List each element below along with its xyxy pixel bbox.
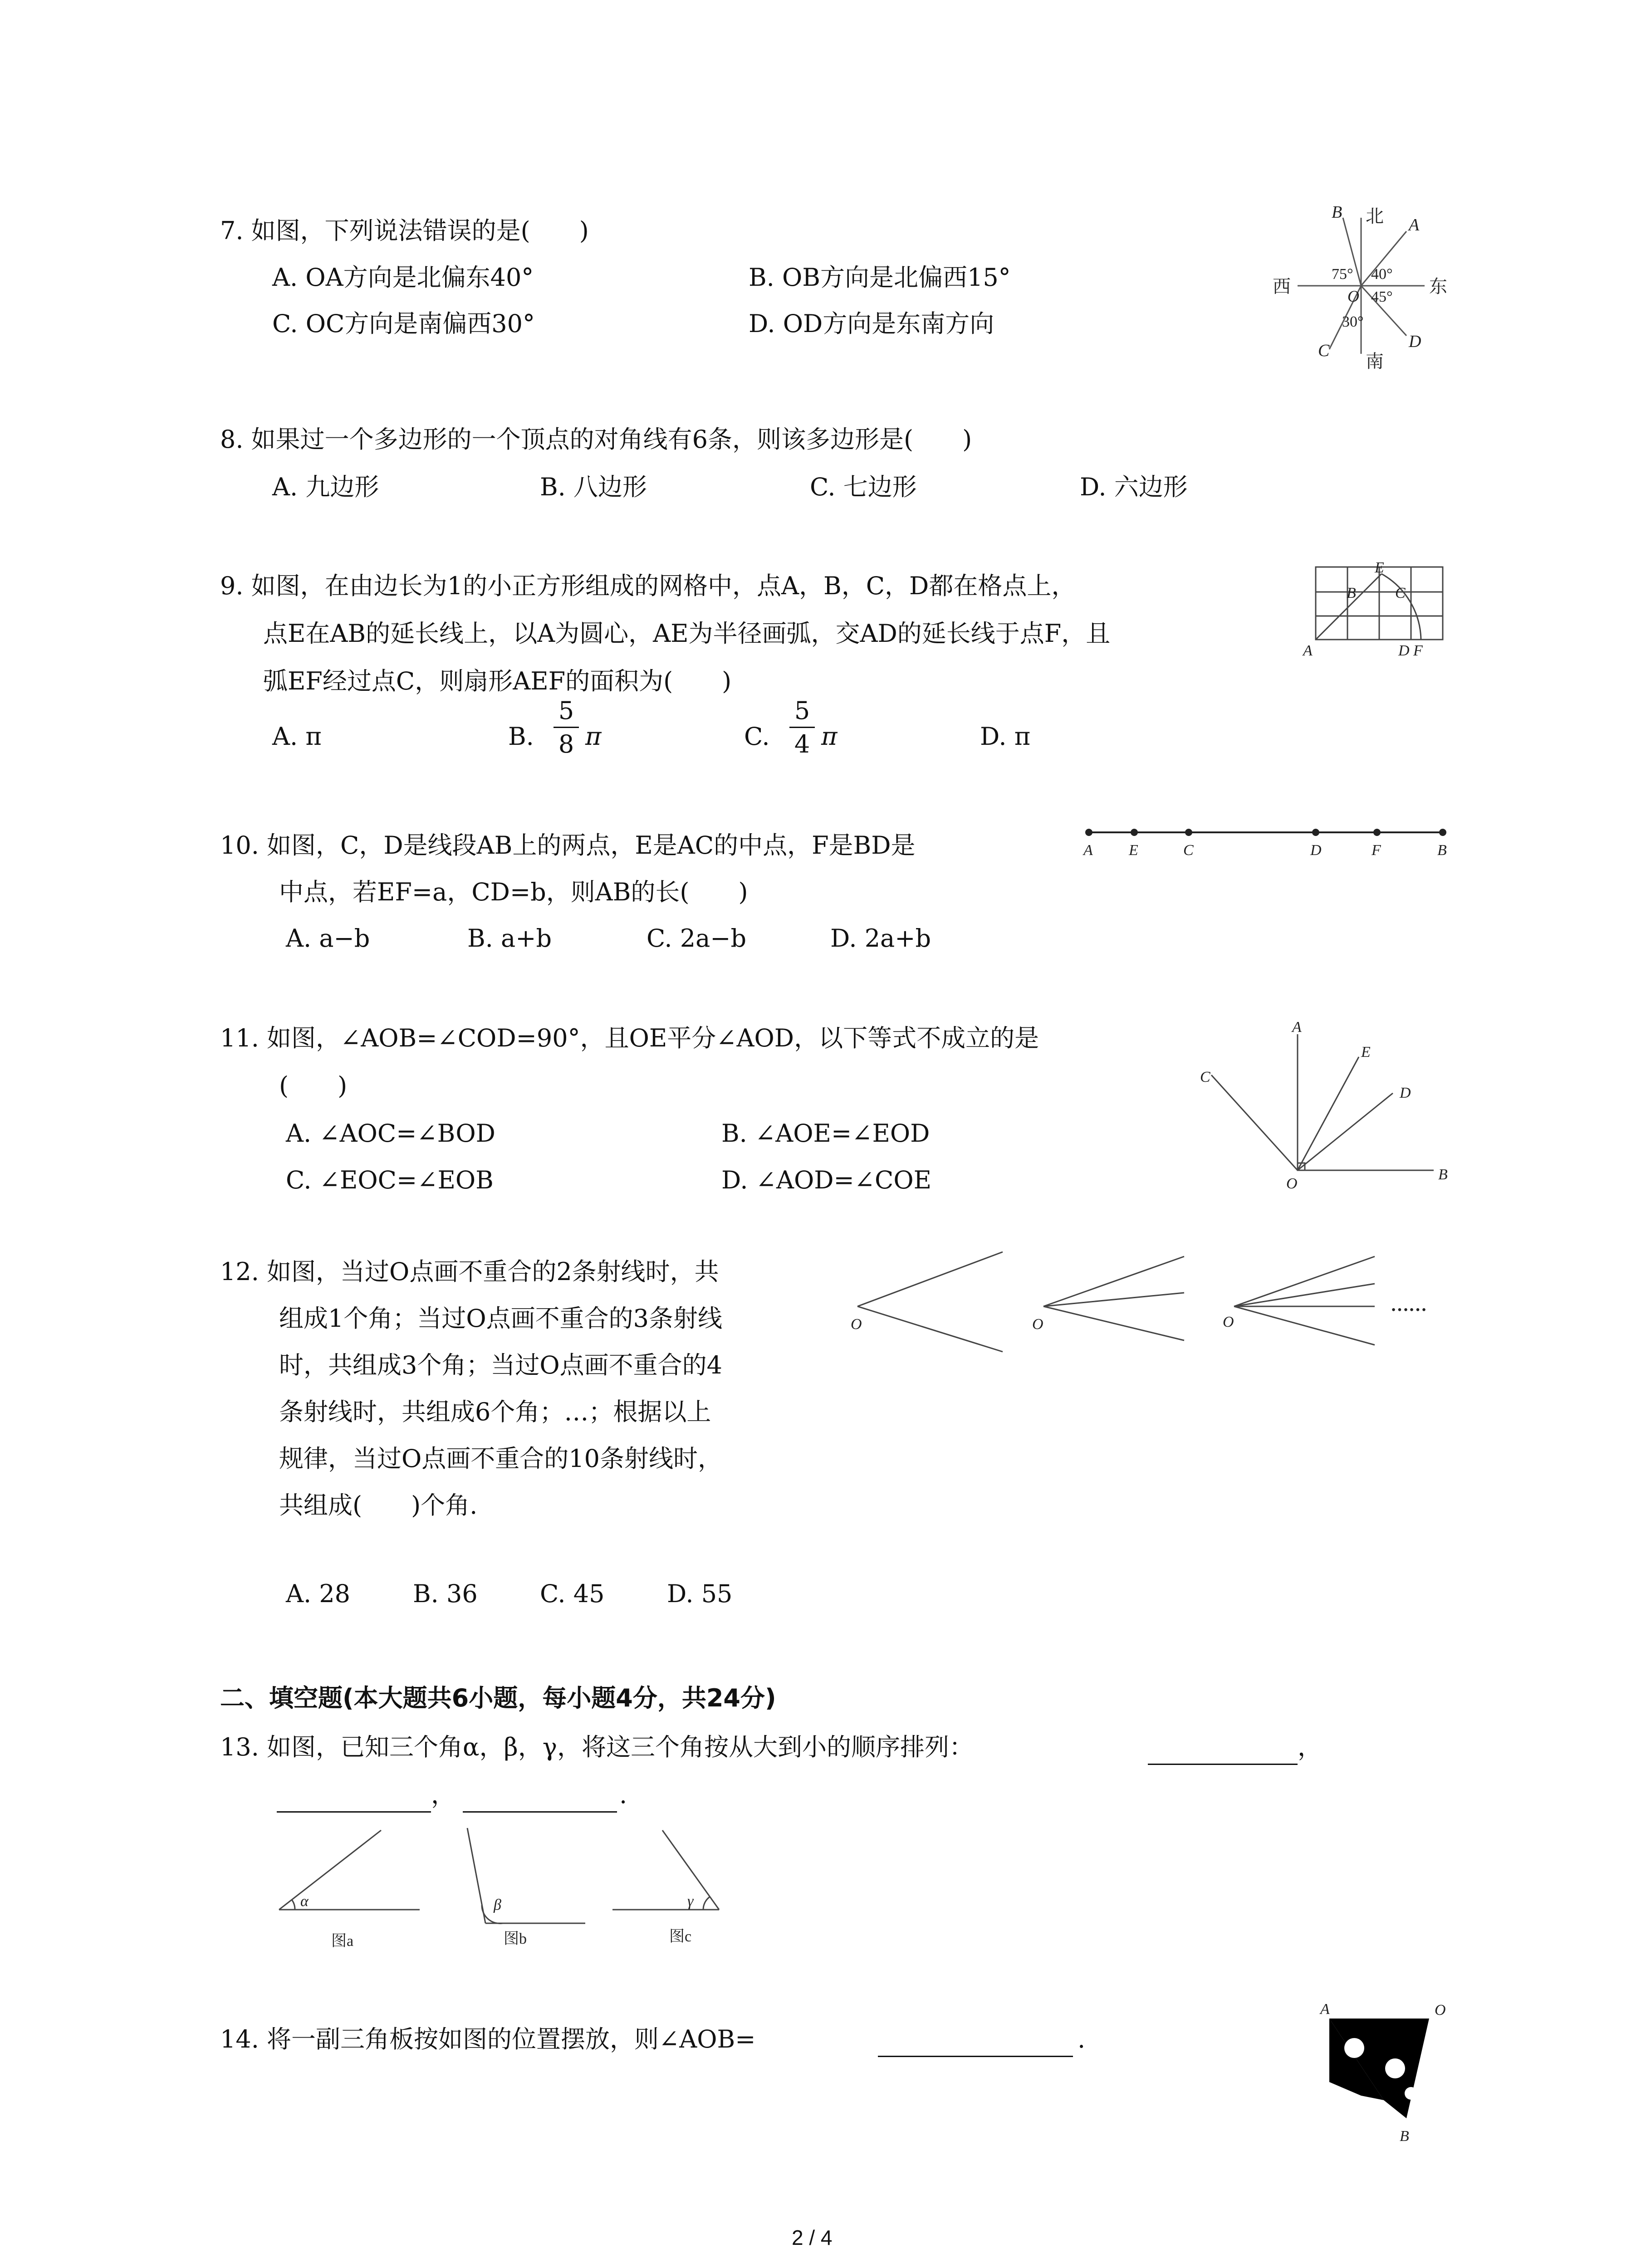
q11-point-a: A — [1292, 1019, 1302, 1036]
q14-point-a: A — [1320, 2001, 1330, 2018]
q7-compass-figure — [1270, 200, 1452, 372]
q9-option-c-pi: π — [821, 722, 838, 751]
q11-point-e: E — [1361, 1044, 1371, 1061]
q8-option-a: A. 九边形 — [272, 473, 379, 501]
q7-angle-40: 40° — [1371, 266, 1393, 283]
q14-triangle-boards-figure — [1316, 1996, 1452, 2150]
q10-segment-figure — [1075, 819, 1452, 864]
q7-point-o: O — [1347, 287, 1359, 305]
q12-option-a: A. 28 — [286, 1579, 351, 1608]
q8-option-c: C. 七边形 — [810, 473, 917, 501]
section-2-heading: 二、填空题(本大题共6小题，每小题4分，共24分) — [220, 1684, 776, 1712]
q7-point-a: A — [1409, 215, 1420, 235]
q9-option-b-pi: π — [585, 722, 602, 751]
q9-option-c-label: C. — [744, 722, 770, 751]
q14-point-o: O — [1435, 2002, 1446, 2019]
q8-stem: 8. 如果过一个多边形的一个顶点的对角线有6条，则该多边形是( ) — [220, 425, 972, 454]
q13-alpha-label: α — [300, 1893, 309, 1910]
q9-grid-figure — [1302, 558, 1452, 662]
q9-option-b-numerator: 5 — [558, 696, 574, 725]
q10-option-a: A. a−b — [286, 924, 370, 953]
q13-comma-1: ， — [1298, 1733, 1322, 1761]
q13-angles-figure — [272, 1819, 735, 1955]
q9-option-b-label: B. — [508, 722, 534, 751]
q9-option-c-numerator: 5 — [794, 696, 810, 725]
q12-option-c: C. 45 — [540, 1579, 605, 1608]
q14-period: . — [1078, 2025, 1086, 2053]
q10-point-b: B — [1437, 842, 1447, 859]
q7-west-label: 西 — [1273, 276, 1291, 297]
q13-caption-b: 图b — [504, 1931, 527, 1947]
q9-point-c: C — [1395, 585, 1406, 601]
q9-point-b: B — [1347, 585, 1356, 601]
q12-point-o-3: O — [1223, 1314, 1234, 1330]
q12-line-5: 规律，当过O点画不重合的10条射线时， — [279, 1444, 722, 1473]
q9-option-b-denominator: 8 — [558, 730, 574, 758]
q11-point-b: B — [1438, 1166, 1448, 1183]
q13-beta-label: β — [494, 1897, 501, 1913]
q9-point-f: F — [1413, 642, 1423, 659]
q9-option-c-denominator: 4 — [794, 730, 810, 758]
q11-point-d: D — [1400, 1085, 1411, 1101]
q13-answer-blank-3[interactable] — [463, 1811, 617, 1813]
q12-line-2: 组成1个角；当过O点画不重合的3条射线 — [279, 1304, 722, 1333]
q11-line-2: ( ) — [279, 1071, 348, 1100]
q13-comma-2: ， — [431, 1780, 456, 1809]
q9-line-1: 9. 如图，在由边长为1的小正方形组成的网格中，点A，B，C，D都在格点上， — [220, 572, 1076, 600]
q10-point-e: E — [1129, 842, 1138, 859]
page-number: 2 / 4 — [792, 2226, 833, 2249]
q7-option-c: C. OC方向是南偏西30° — [272, 309, 535, 338]
q13-answer-blank-1[interactable] — [1148, 1764, 1298, 1765]
q11-option-c: C. ∠EOC=∠EOB — [286, 1166, 494, 1194]
q10-point-f: F — [1372, 842, 1381, 859]
q10-point-c: C — [1183, 842, 1194, 859]
q9-point-a: A — [1303, 642, 1313, 659]
q10-line-1: 10. 如图，C，D是线段AB上的两点，E是AC的中点，F是BD是 — [220, 831, 916, 860]
q9-option-c-fraction — [789, 696, 815, 758]
q10-option-d: D. 2a+b — [830, 924, 931, 953]
q12-point-o-1: O — [851, 1316, 862, 1333]
q13-caption-a: 图a — [331, 1933, 354, 1950]
q8-option-d: D. 六边形 — [1080, 473, 1188, 501]
q10-point-d: D — [1310, 842, 1322, 859]
q12-point-o-2: O — [1032, 1316, 1043, 1333]
q13-caption-c: 图c — [669, 1928, 692, 1945]
q9-point-d: D — [1398, 642, 1410, 659]
q11-point-o: O — [1286, 1175, 1298, 1192]
q12-option-b: B. 36 — [413, 1579, 478, 1608]
q13-gamma-label: γ — [687, 1893, 694, 1910]
q12-line-3: 时，共组成3个角；当过O点画不重合的4 — [279, 1351, 722, 1379]
q13-period: . — [619, 1780, 627, 1809]
q13-stem: 13. 如图，已知三个角α，β，γ，将这三个角按从大到小的顺序排列： — [220, 1733, 974, 1761]
q7-angle-30: 30° — [1342, 313, 1364, 330]
q10-option-c: C. 2a−b — [647, 924, 747, 953]
q9-line-2: 点E在AB的延长线上，以A为圆心，AE为半径画弧，交AD的延长线于点F，且 — [263, 619, 1111, 648]
q12-line-1: 12. 如图，当过O点画不重合的2条射线时，共 — [220, 1257, 719, 1286]
q11-line-1: 11. 如图，∠AOB=∠COD=90°，且OE平分∠AOD，以下等式不成立的是 — [220, 1024, 1039, 1052]
q12-line-6: 共组成( )个角. — [279, 1491, 478, 1520]
q9-option-a: A. π — [272, 722, 322, 751]
q7-angle-45: 45° — [1371, 288, 1393, 305]
q7-point-b: B — [1332, 203, 1342, 222]
q12-continuation-dots: …… — [1391, 1295, 1427, 1315]
q12-rays-figure — [844, 1247, 1452, 1374]
q13-answer-blank-2[interactable] — [277, 1811, 431, 1813]
q11-point-c: C — [1200, 1069, 1210, 1085]
q14-stem: 14. 将一副三角板按如图的位置摆放，则∠AOB= — [220, 2025, 756, 2053]
q11-angle-figure — [1198, 1016, 1452, 1198]
q14-answer-blank[interactable] — [878, 2056, 1073, 2057]
q7-option-a: A. OA方向是北偏东40° — [272, 263, 534, 292]
q9-line-3: 弧EF经过点C，则扇形AEF的面积为( ) — [263, 667, 732, 695]
q9-option-d: D. π — [980, 722, 1031, 751]
q14-point-b: B — [1400, 2128, 1409, 2145]
q7-option-d: D. OD方向是东南方向 — [749, 309, 994, 338]
q10-option-b: B. a+b — [467, 924, 552, 953]
q9-option-b-fraction — [554, 696, 579, 758]
q10-point-a: A — [1083, 842, 1093, 859]
q12-line-4: 条射线时，共组成6个角；…；根据以上 — [279, 1398, 711, 1426]
q7-angle-75: 75° — [1332, 266, 1353, 283]
q7-north-label: 北 — [1366, 206, 1384, 226]
q7-south-label: 南 — [1366, 351, 1384, 371]
q7-point-c: C — [1318, 341, 1330, 360]
q11-option-b: B. ∠AOE=∠EOD — [721, 1119, 930, 1148]
q7-stem: 7. 如图，下列说法错误的是( ) — [220, 216, 589, 245]
q8-option-b: B. 八边形 — [540, 473, 647, 501]
q11-option-a: A. ∠AOC=∠BOD — [286, 1119, 495, 1148]
q7-east-label: 东 — [1429, 276, 1447, 297]
q9-point-e: E — [1375, 559, 1384, 576]
q7-option-b: B. OB方向是北偏西15° — [749, 263, 1011, 292]
q7-point-d: D — [1409, 332, 1421, 351]
q12-option-d: D. 55 — [667, 1579, 733, 1608]
q10-line-2: 中点，若EF=a，CD=b，则AB的长( ) — [279, 878, 748, 906]
q11-option-d: D. ∠AOD=∠COE — [721, 1166, 932, 1194]
